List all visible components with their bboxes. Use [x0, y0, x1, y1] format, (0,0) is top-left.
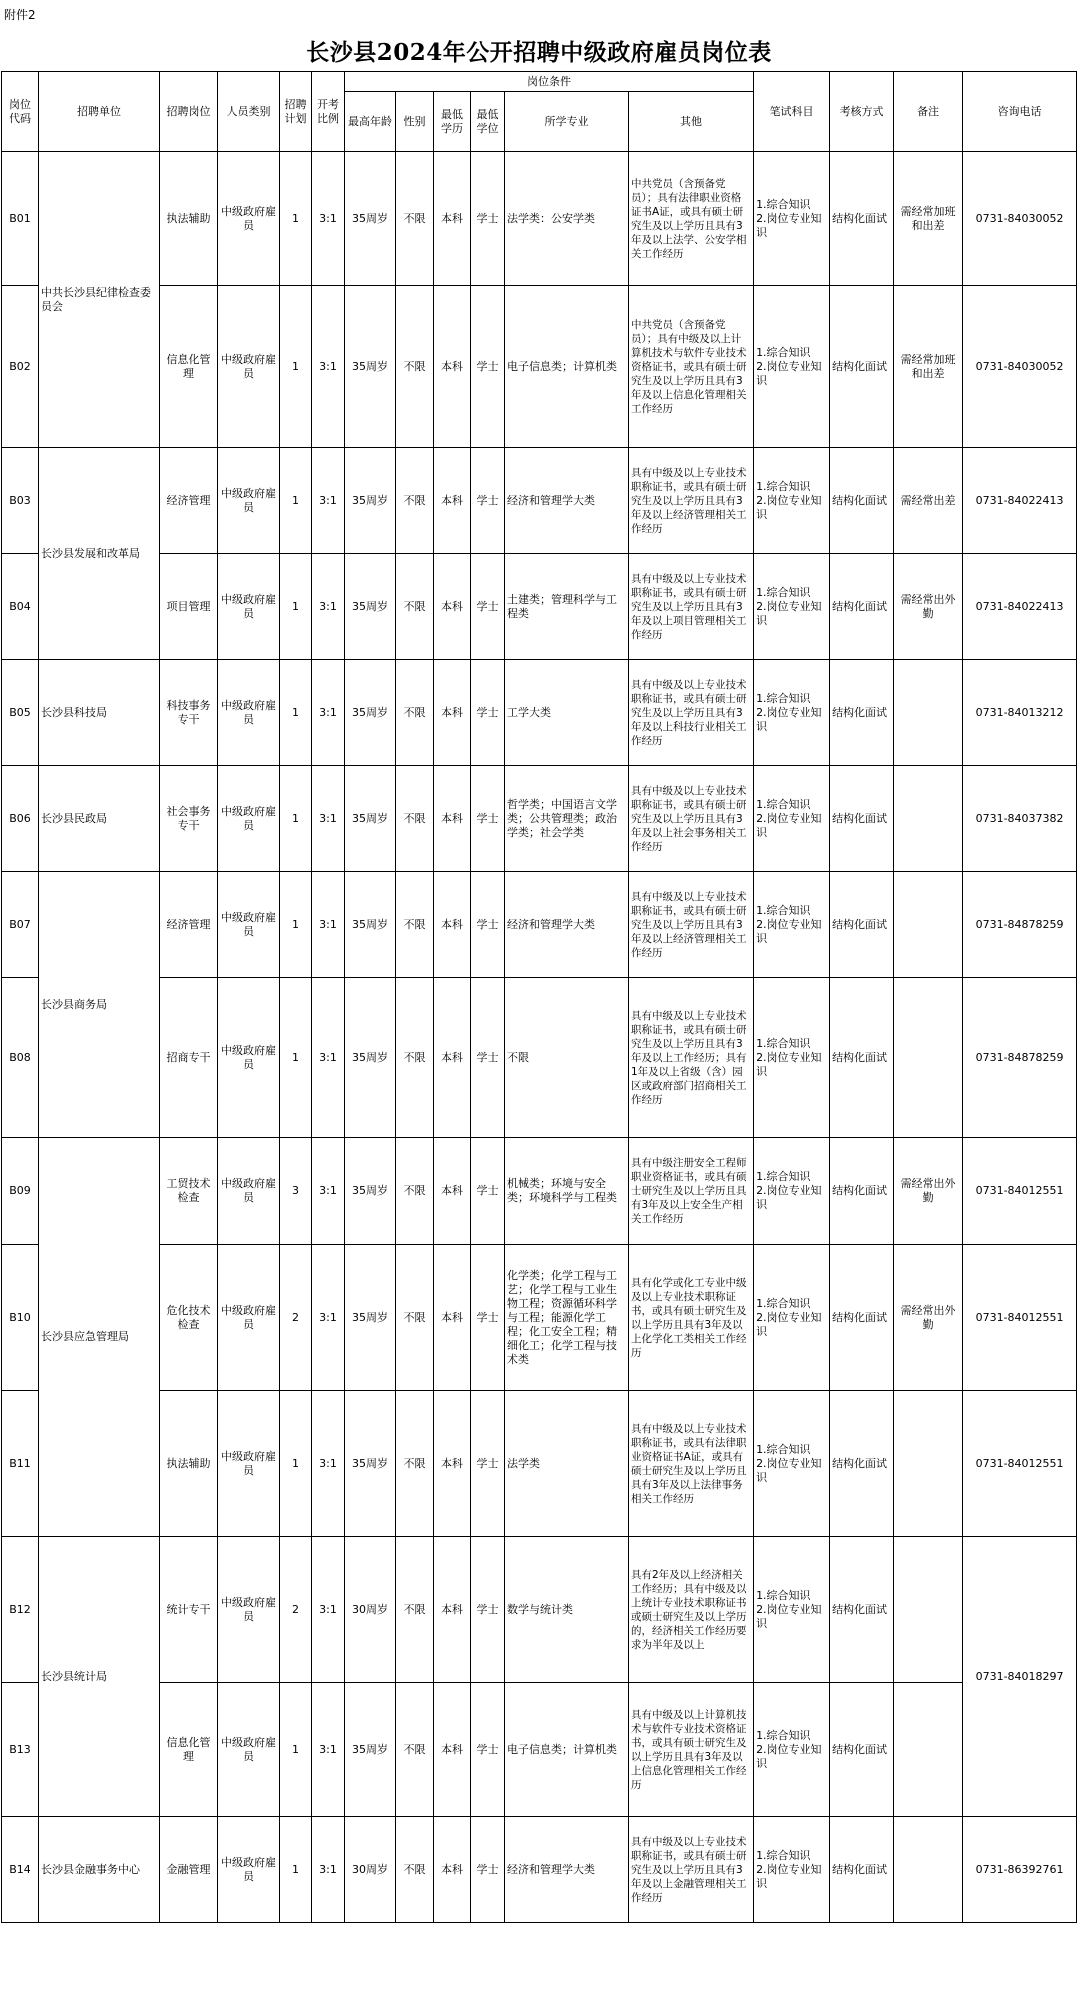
cell-gender: 不限 — [396, 1391, 434, 1537]
cell-phone: 0731-84012551 — [963, 1391, 1077, 1537]
header-post: 招聘岗位 — [160, 72, 218, 152]
cell-remark — [894, 978, 963, 1138]
cell-code: B14 — [2, 1817, 39, 1923]
cell-unit: 长沙县民政局 — [39, 766, 160, 872]
cell-phone: 0731-84022413 — [963, 554, 1077, 660]
cell-phone: 0731-84030052 — [963, 286, 1077, 448]
cell-degree: 学士 — [471, 872, 505, 978]
cell-code: B04 — [2, 554, 39, 660]
cell-category: 中级政府雇员 — [218, 152, 280, 286]
cell-education: 本科 — [434, 1391, 471, 1537]
table-row — [2, 1391, 1077, 1537]
cell-category: 中级政府雇员 — [218, 978, 280, 1138]
cell-exam: 1.综合知识 2.岗位专业知识 — [754, 1817, 830, 1923]
cell-assess: 结构化面试 — [830, 1391, 894, 1537]
cell-ratio: 3:1 — [312, 872, 345, 978]
cell-other: 具有中级及以上专业技术职称证书，或具有硕士研究生及以上学历且具有3年及以上经济管理相关工作经历 — [629, 872, 754, 978]
table-row — [2, 1537, 1077, 1683]
cell-category: 中级政府雇员 — [218, 1245, 280, 1391]
header-degree: 最低学位 — [471, 92, 505, 152]
table-row — [2, 448, 1077, 554]
cell-phone: 0731-84012551 — [963, 1138, 1077, 1245]
cell-degree: 学士 — [471, 1391, 505, 1537]
cell-gender: 不限 — [396, 286, 434, 448]
cell-age: 35周岁 — [345, 286, 396, 448]
cell-assess: 结构化面试 — [830, 660, 894, 766]
cell-assess: 结构化面试 — [830, 152, 894, 286]
table-row — [2, 152, 1077, 286]
cell-post: 执法辅助 — [160, 152, 218, 286]
cell-degree: 学士 — [471, 448, 505, 554]
cell-exam: 1.综合知识 2.岗位专业知识 — [754, 152, 830, 286]
cell-ratio: 3:1 — [312, 286, 345, 448]
cell-remark — [894, 1683, 963, 1817]
cell-remark: 需经常出外勤 — [894, 1138, 963, 1245]
cell-age: 35周岁 — [345, 1391, 396, 1537]
cell-remark — [894, 1391, 963, 1537]
cell-ratio: 3:1 — [312, 448, 345, 554]
cell-phone: 0731-86392761 — [963, 1817, 1077, 1923]
cell-assess: 结构化面试 — [830, 978, 894, 1138]
cell-assess: 结构化面试 — [830, 286, 894, 448]
header-education: 最低学历 — [434, 92, 471, 152]
table-row — [2, 554, 1077, 660]
cell-exam: 1.综合知识 2.岗位专业知识 — [754, 766, 830, 872]
cell-age: 35周岁 — [345, 448, 396, 554]
cell-post: 经济管理 — [160, 872, 218, 978]
table-row — [2, 872, 1077, 978]
cell-education: 本科 — [434, 152, 471, 286]
cell-age: 35周岁 — [345, 978, 396, 1138]
cell-education: 本科 — [434, 448, 471, 554]
cell-degree: 学士 — [471, 766, 505, 872]
cell-category: 中级政府雇员 — [218, 1391, 280, 1537]
cell-degree: 学士 — [471, 152, 505, 286]
cell-category: 中级政府雇员 — [218, 766, 280, 872]
cell-major: 经济和管理学大类 — [505, 872, 629, 978]
cell-age: 35周岁 — [345, 554, 396, 660]
cell-code: B05 — [2, 660, 39, 766]
attachment-label: 附件2 — [4, 8, 36, 22]
cell-degree: 学士 — [471, 1138, 505, 1245]
cell-code: B08 — [2, 978, 39, 1138]
cell-degree: 学士 — [471, 660, 505, 766]
cell-major: 土建类；管理科学与工程类 — [505, 554, 629, 660]
cell-category: 中级政府雇员 — [218, 1138, 280, 1245]
cell-other: 具有中级及以上专业技术职称证书，或具有硕士研究生及以上学历且具有3年及以上项目管理相关工作经历 — [629, 554, 754, 660]
cell-plan: 1 — [280, 1391, 312, 1537]
cell-category: 中级政府雇员 — [218, 554, 280, 660]
header-age: 最高年龄 — [345, 92, 396, 152]
cell-gender: 不限 — [396, 152, 434, 286]
cell-ratio: 3:1 — [312, 1138, 345, 1245]
table-row — [2, 1138, 1077, 1245]
header-exam: 笔试科目 — [754, 72, 830, 152]
cell-other: 具有中级及以上专业技术职称证书，或具有硕士研究生及以上学历且具有3年及以上科技行业相关工作经历 — [629, 660, 754, 766]
cell-plan: 1 — [280, 978, 312, 1138]
cell-major: 工学大类 — [505, 660, 629, 766]
cell-education: 本科 — [434, 1537, 471, 1683]
cell-plan: 1 — [280, 152, 312, 286]
cell-ratio: 3:1 — [312, 1391, 345, 1537]
cell-exam: 1.综合知识 2.岗位专业知识 — [754, 448, 830, 554]
cell-gender: 不限 — [396, 766, 434, 872]
cell-gender: 不限 — [396, 978, 434, 1138]
cell-gender: 不限 — [396, 554, 434, 660]
cell-degree: 学士 — [471, 1817, 505, 1923]
cell-post: 金融管理 — [160, 1817, 218, 1923]
cell-major: 电子信息类；计算机类 — [505, 286, 629, 448]
cell-remark: 需经常出外勤 — [894, 1245, 963, 1391]
cell-remark — [894, 1537, 963, 1683]
cell-remark: 需经常加班和出差 — [894, 152, 963, 286]
cell-major: 机械类；环境与安全类；环境科学与工程类 — [505, 1138, 629, 1245]
cell-assess: 结构化面试 — [830, 1138, 894, 1245]
cell-post: 招商专干 — [160, 978, 218, 1138]
cell-remark: 需经常加班和出差 — [894, 286, 963, 448]
cell-category: 中级政府雇员 — [218, 1683, 280, 1817]
cell-major: 电子信息类；计算机类 — [505, 1683, 629, 1817]
positions-table — [1, 71, 1077, 1923]
cell-code: B03 — [2, 448, 39, 554]
cell-assess: 结构化面试 — [830, 554, 894, 660]
header-unit: 招聘单位 — [39, 72, 160, 152]
cell-unit: 长沙县统计局 — [39, 1537, 160, 1817]
header-category: 人员类别 — [218, 72, 280, 152]
cell-other: 具有中级及以上专业技术职称证书，或具有法律职业资格证书A证，或具有硕士研究生及以上学历且具有3年及以上法律事务相关工作经历 — [629, 1391, 754, 1537]
cell-post: 社会事务专干 — [160, 766, 218, 872]
cell-education: 本科 — [434, 554, 471, 660]
cell-remark: 需经常出外勤 — [894, 554, 963, 660]
cell-post: 科技事务专干 — [160, 660, 218, 766]
table-row — [2, 1245, 1077, 1391]
cell-major: 不限 — [505, 978, 629, 1138]
table-row — [2, 1683, 1077, 1817]
cell-category: 中级政府雇员 — [218, 660, 280, 766]
cell-other: 具有中级注册安全工程师职业资格证书，或具有硕士研究生及以上学历且具有3年及以上安全生产相关工作经历 — [629, 1138, 754, 1245]
cell-ratio: 3:1 — [312, 1817, 345, 1923]
cell-code: B12 — [2, 1537, 39, 1683]
cell-assess: 结构化面试 — [830, 1245, 894, 1391]
cell-major: 法学类：公安学类 — [505, 152, 629, 286]
cell-remark — [894, 766, 963, 872]
cell-education: 本科 — [434, 978, 471, 1138]
cell-education: 本科 — [434, 1817, 471, 1923]
cell-degree: 学士 — [471, 1537, 505, 1683]
cell-phone: 0731-84013212 — [963, 660, 1077, 766]
cell-assess: 结构化面试 — [830, 1683, 894, 1817]
cell-plan: 1 — [280, 1683, 312, 1817]
cell-unit: 长沙县商务局 — [39, 872, 160, 1138]
cell-age: 35周岁 — [345, 766, 396, 872]
header-phone: 咨询电话 — [963, 72, 1077, 152]
cell-education: 本科 — [434, 1245, 471, 1391]
cell-ratio: 3:1 — [312, 978, 345, 1138]
cell-code: B06 — [2, 766, 39, 872]
cell-gender: 不限 — [396, 1245, 434, 1391]
cell-other: 具有中级及以上专业技术职称证书，或具有硕士研究生及以上学历且具有3年及以上经济管理相关工作经历 — [629, 448, 754, 554]
header-remark: 备注 — [894, 72, 963, 152]
cell-exam: 1.综合知识 2.岗位专业知识 — [754, 1245, 830, 1391]
cell-degree: 学士 — [471, 1683, 505, 1817]
cell-education: 本科 — [434, 1138, 471, 1245]
cell-post: 执法辅助 — [160, 1391, 218, 1537]
cell-major: 经济和管理学大类 — [505, 448, 629, 554]
table-row — [2, 660, 1077, 766]
cell-exam: 1.综合知识 2.岗位专业知识 — [754, 1683, 830, 1817]
cell-ratio: 3:1 — [312, 1245, 345, 1391]
cell-age: 35周岁 — [345, 872, 396, 978]
header-other: 其他 — [629, 92, 754, 152]
cell-major: 法学类 — [505, 1391, 629, 1537]
cell-other: 具有2年及以上经济相关工作经历；具有中级及以上统计专业技术职称证书或硕士研究生及以上学历的，经济相关工作经历要求为半年及以上 — [629, 1537, 754, 1683]
cell-gender: 不限 — [396, 1817, 434, 1923]
cell-plan: 1 — [280, 554, 312, 660]
cell-degree: 学士 — [471, 1245, 505, 1391]
header-ratio: 开考比例 — [312, 72, 345, 152]
table-row — [2, 766, 1077, 872]
header-row-1 — [2, 72, 1077, 92]
cell-category: 中级政府雇员 — [218, 1537, 280, 1683]
cell-phone: 0731-84878259 — [963, 872, 1077, 978]
cell-major: 哲学类；中国语言文学类；公共管理类；政治学类；社会学类 — [505, 766, 629, 872]
cell-other: 中共党员（含预备党员）；具有中级及以上计算机技术与软件专业技术资格证书，或具有硕士研究生及以上学历且具有3年及以上信息化管理相关工作经历 — [629, 286, 754, 448]
cell-other: 具有中级及以上计算机技术与软件专业技术资格证书，或具有硕士研究生及以上学历且具有3年及以上信息化管理相关工作经历 — [629, 1683, 754, 1817]
cell-degree: 学士 — [471, 554, 505, 660]
cell-plan: 1 — [280, 286, 312, 448]
cell-assess: 结构化面试 — [830, 1817, 894, 1923]
cell-age: 35周岁 — [345, 1245, 396, 1391]
cell-phone: 0731-84018297 — [963, 1537, 1077, 1817]
header-major: 所学专业 — [505, 92, 629, 152]
header-conditions: 岗位条件 — [345, 72, 754, 92]
cell-exam: 1.综合知识 2.岗位专业知识 — [754, 554, 830, 660]
cell-code: B11 — [2, 1391, 39, 1537]
cell-exam: 1.综合知识 2.岗位专业知识 — [754, 1391, 830, 1537]
header-gender: 性别 — [396, 92, 434, 152]
cell-exam: 1.综合知识 2.岗位专业知识 — [754, 978, 830, 1138]
cell-unit: 长沙县应急管理局 — [39, 1138, 160, 1537]
cell-major: 化学类；化学工程与工艺；化学工程与工业生物工程；资源循环科学与工程；能源化学工程；化工安全工程；精细化工；化学工程与技术类 — [505, 1245, 629, 1391]
cell-remark — [894, 1817, 963, 1923]
cell-plan: 2 — [280, 1537, 312, 1683]
cell-post: 危化技术检查 — [160, 1245, 218, 1391]
cell-gender: 不限 — [396, 660, 434, 766]
cell-exam: 1.综合知识 2.岗位专业知识 — [754, 286, 830, 448]
table-row — [2, 1817, 1077, 1923]
cell-phone: 0731-84030052 — [963, 152, 1077, 286]
cell-other: 中共党员（含预备党员）；具有法律职业资格证书A证，或具有硕士研究生及以上学历且具有3年及以上法学、公安学相关工作经历 — [629, 152, 754, 286]
cell-category: 中级政府雇员 — [218, 1817, 280, 1923]
cell-code: B13 — [2, 1683, 39, 1817]
cell-category: 中级政府雇员 — [218, 448, 280, 554]
cell-age: 35周岁 — [345, 1138, 396, 1245]
cell-exam: 1.综合知识 2.岗位专业知识 — [754, 1138, 830, 1245]
cell-code: B07 — [2, 872, 39, 978]
header-code: 岗位代码 — [2, 72, 39, 152]
cell-post: 项目管理 — [160, 554, 218, 660]
cell-code: B09 — [2, 1138, 39, 1245]
cell-gender: 不限 — [396, 1138, 434, 1245]
cell-ratio: 3:1 — [312, 766, 345, 872]
cell-post: 信息化管理 — [160, 1683, 218, 1817]
cell-code: B01 — [2, 152, 39, 286]
cell-plan: 2 — [280, 1245, 312, 1391]
cell-ratio: 3:1 — [312, 660, 345, 766]
cell-plan: 1 — [280, 660, 312, 766]
cell-remark — [894, 660, 963, 766]
cell-post: 工贸技术检查 — [160, 1138, 218, 1245]
cell-unit: 长沙县科技局 — [39, 660, 160, 766]
cell-category: 中级政府雇员 — [218, 286, 280, 448]
cell-assess: 结构化面试 — [830, 1537, 894, 1683]
cell-gender: 不限 — [396, 1683, 434, 1817]
cell-degree: 学士 — [471, 978, 505, 1138]
cell-plan: 1 — [280, 448, 312, 554]
cell-major: 经济和管理学大类 — [505, 1817, 629, 1923]
page-title: 长沙县2024年公开招聘中级政府雇员岗位表 — [306, 39, 772, 66]
cell-remark — [894, 872, 963, 978]
cell-age: 35周岁 — [345, 660, 396, 766]
cell-ratio: 3:1 — [312, 1683, 345, 1817]
cell-education: 本科 — [434, 872, 471, 978]
cell-category: 中级政府雇员 — [218, 872, 280, 978]
cell-age: 30周岁 — [345, 1817, 396, 1923]
cell-other: 具有化学或化工专业中级及以上专业技术职称证书，或具有硕士研究生及以上学历且具有3年及以上化学化工类相关工作经历 — [629, 1245, 754, 1391]
cell-post: 信息化管理 — [160, 286, 218, 448]
header-plan: 招聘计划 — [280, 72, 312, 152]
cell-degree: 学士 — [471, 286, 505, 448]
cell-plan: 1 — [280, 1817, 312, 1923]
cell-unit: 中共长沙县纪律检查委员会 — [39, 152, 160, 448]
cell-education: 本科 — [434, 286, 471, 448]
cell-remark: 需经常出差 — [894, 448, 963, 554]
header-assess: 考核方式 — [830, 72, 894, 152]
cell-post: 经济管理 — [160, 448, 218, 554]
cell-code: B10 — [2, 1245, 39, 1391]
cell-unit: 长沙县金融事务中心 — [39, 1817, 160, 1923]
cell-other: 具有中级及以上专业技术职称证书，或具有硕士研究生及以上学历且具有3年及以上金融管理相关工作经历 — [629, 1817, 754, 1923]
cell-phone: 0731-84878259 — [963, 978, 1077, 1138]
cell-plan: 1 — [280, 872, 312, 978]
cell-assess: 结构化面试 — [830, 448, 894, 554]
cell-phone: 0731-84012551 — [963, 1245, 1077, 1391]
cell-unit: 长沙县发展和改革局 — [39, 448, 160, 660]
cell-ratio: 3:1 — [312, 1537, 345, 1683]
cell-other: 具有中级及以上专业技术职称证书，或具有硕士研究生及以上学历且具有3年及以上社会事务相关工作经历 — [629, 766, 754, 872]
cell-assess: 结构化面试 — [830, 766, 894, 872]
cell-exam: 1.综合知识 2.岗位专业知识 — [754, 1537, 830, 1683]
cell-education: 本科 — [434, 766, 471, 872]
cell-phone: 0731-84022413 — [963, 448, 1077, 554]
cell-gender: 不限 — [396, 1537, 434, 1683]
table-row — [2, 978, 1077, 1138]
cell-plan: 3 — [280, 1138, 312, 1245]
cell-ratio: 3:1 — [312, 554, 345, 660]
cell-plan: 1 — [280, 766, 312, 872]
cell-code: B02 — [2, 286, 39, 448]
cell-education: 本科 — [434, 1683, 471, 1817]
cell-exam: 1.综合知识 2.岗位专业知识 — [754, 660, 830, 766]
cell-post: 统计专干 — [160, 1537, 218, 1683]
cell-age: 30周岁 — [345, 1537, 396, 1683]
cell-gender: 不限 — [396, 872, 434, 978]
table-row — [2, 286, 1077, 448]
cell-gender: 不限 — [396, 448, 434, 554]
cell-phone: 0731-84037382 — [963, 766, 1077, 872]
cell-assess: 结构化面试 — [830, 872, 894, 978]
cell-education: 本科 — [434, 660, 471, 766]
cell-age: 35周岁 — [345, 152, 396, 286]
cell-ratio: 3:1 — [312, 152, 345, 286]
cell-age: 35周岁 — [345, 1683, 396, 1817]
cell-major: 数学与统计类 — [505, 1537, 629, 1683]
cell-exam: 1.综合知识 2.岗位专业知识 — [754, 872, 830, 978]
cell-other: 具有中级及以上专业技术职称证书，或具有硕士研究生及以上学历且具有3年及以上工作经历；具有1年及以上省级（含）园区或政府部门招商相关工作经历 — [629, 978, 754, 1138]
